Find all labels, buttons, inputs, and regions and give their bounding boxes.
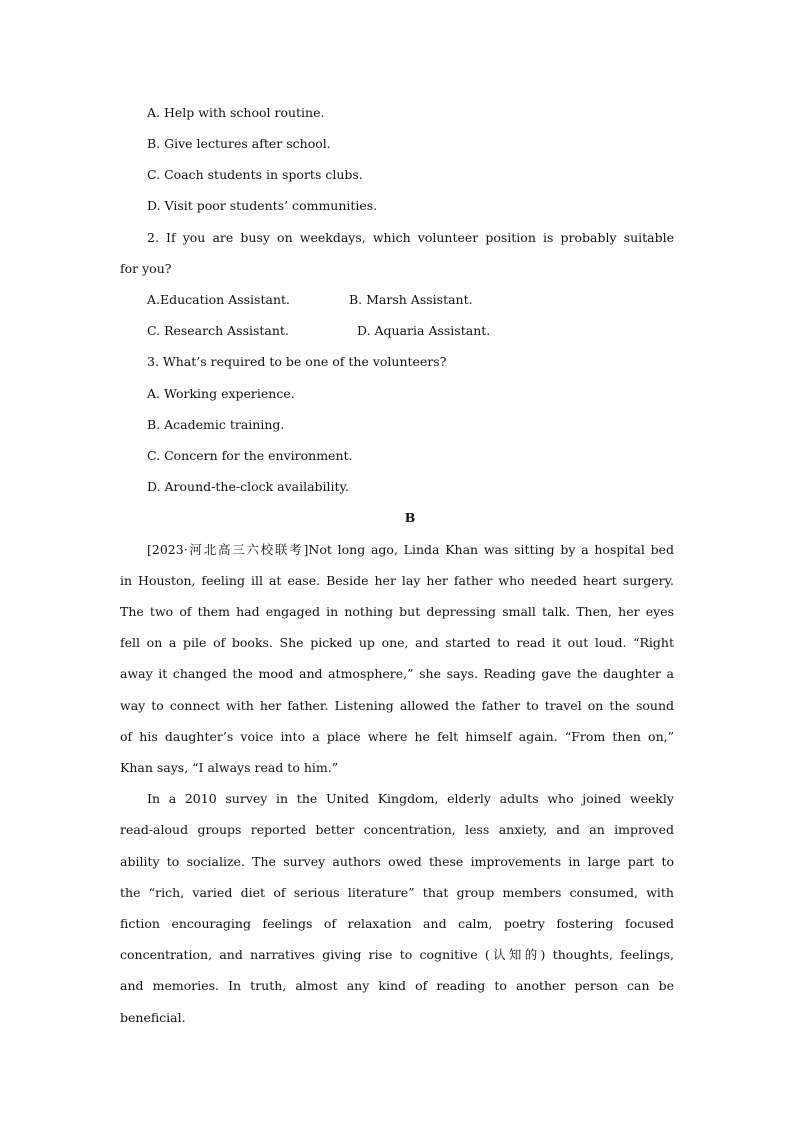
paragraph1-line: away it changed the mood and atmosphere,” she says. Reading gave the daughter a [120,666,674,681]
q1-option-c: C. Coach students in sports clubs. [147,167,363,182]
q1-option-b: B. Give lectures after school. [147,136,331,151]
paragraph1-line: [2023·河北高三六校联考]Not long ago, Linda Khan was sitting by a hospital bed [147,542,674,557]
paragraph2-line: In a 2010 survey in the United Kingdom, elderly adults who joined weekly [147,791,674,806]
q2-stem-line1: 2. If you are busy on weekdays, which volunteer position is probably suitable [147,230,674,245]
q2-options-row1 [147,291,674,309]
paragraph2-line: the “rich, varied diet of serious literature” that group members consumed, with [120,885,674,900]
q2-stem-line2: for you? [120,261,172,276]
q2-option-c: C. Research Assistant. [147,323,289,338]
q2-option-a: A.Education Assistant. [147,292,290,307]
q1-option-a: A. Help with school routine. [147,105,325,120]
paragraph2-line: read-aloud groups reported better concentration, less anxiety, and an improved [120,822,674,837]
q1-option-d: D. Visit poor students’ communities. [147,198,378,213]
q3-option-b: B. Academic training. [147,417,285,432]
q3-option-a: A. Working experience. [147,386,295,401]
section-b-title: B [404,510,416,525]
paragraph2-line: fiction encouraging feelings of relaxation and calm, poetry fostering focused [120,916,674,931]
paragraph2-line: and memories. In truth, almost any kind of reading to another person can be [120,978,674,993]
paragraph1-line: in Houston, feeling ill at ease. Beside her lay her father who needed heart surgery. [120,573,674,588]
q3-option-c: C. Concern for the environment. [147,448,353,463]
q2-option-b: B. Marsh Assistant. [349,292,473,307]
q3-stem: 3. What’s required to be one of the volunteers? [147,354,447,369]
paragraph1-line: fell on a pile of books. She picked up one, and started to read it out loud. “Right [120,635,674,650]
paragraph2-line: ability to socialize. The survey authors owed these improvements in large part to [120,854,674,869]
paragraph1-line: The two of them had engaged in nothing but depressing small talk. Then, her eyes [120,604,674,619]
paragraph1-line: way to connect with her father. Listening allowed the father to travel on the sound [120,698,674,713]
q2-options-row2 [147,322,674,340]
paragraph2-line: concentration, and narratives giving rise to cognitive (认知的) thoughts, feelings, [120,947,674,962]
q3-option-d: D. Around-the-clock availability. [147,479,349,494]
paragraph2-line: beneficial. [120,1010,186,1025]
q2-option-d: D. Aquaria Assistant. [357,323,491,338]
paragraph1-line: Khan says, “I always read to him.” [120,760,339,775]
paragraph1-line: of his daughter’s voice into a place where he felt himself again. “From then on,” [120,729,674,744]
